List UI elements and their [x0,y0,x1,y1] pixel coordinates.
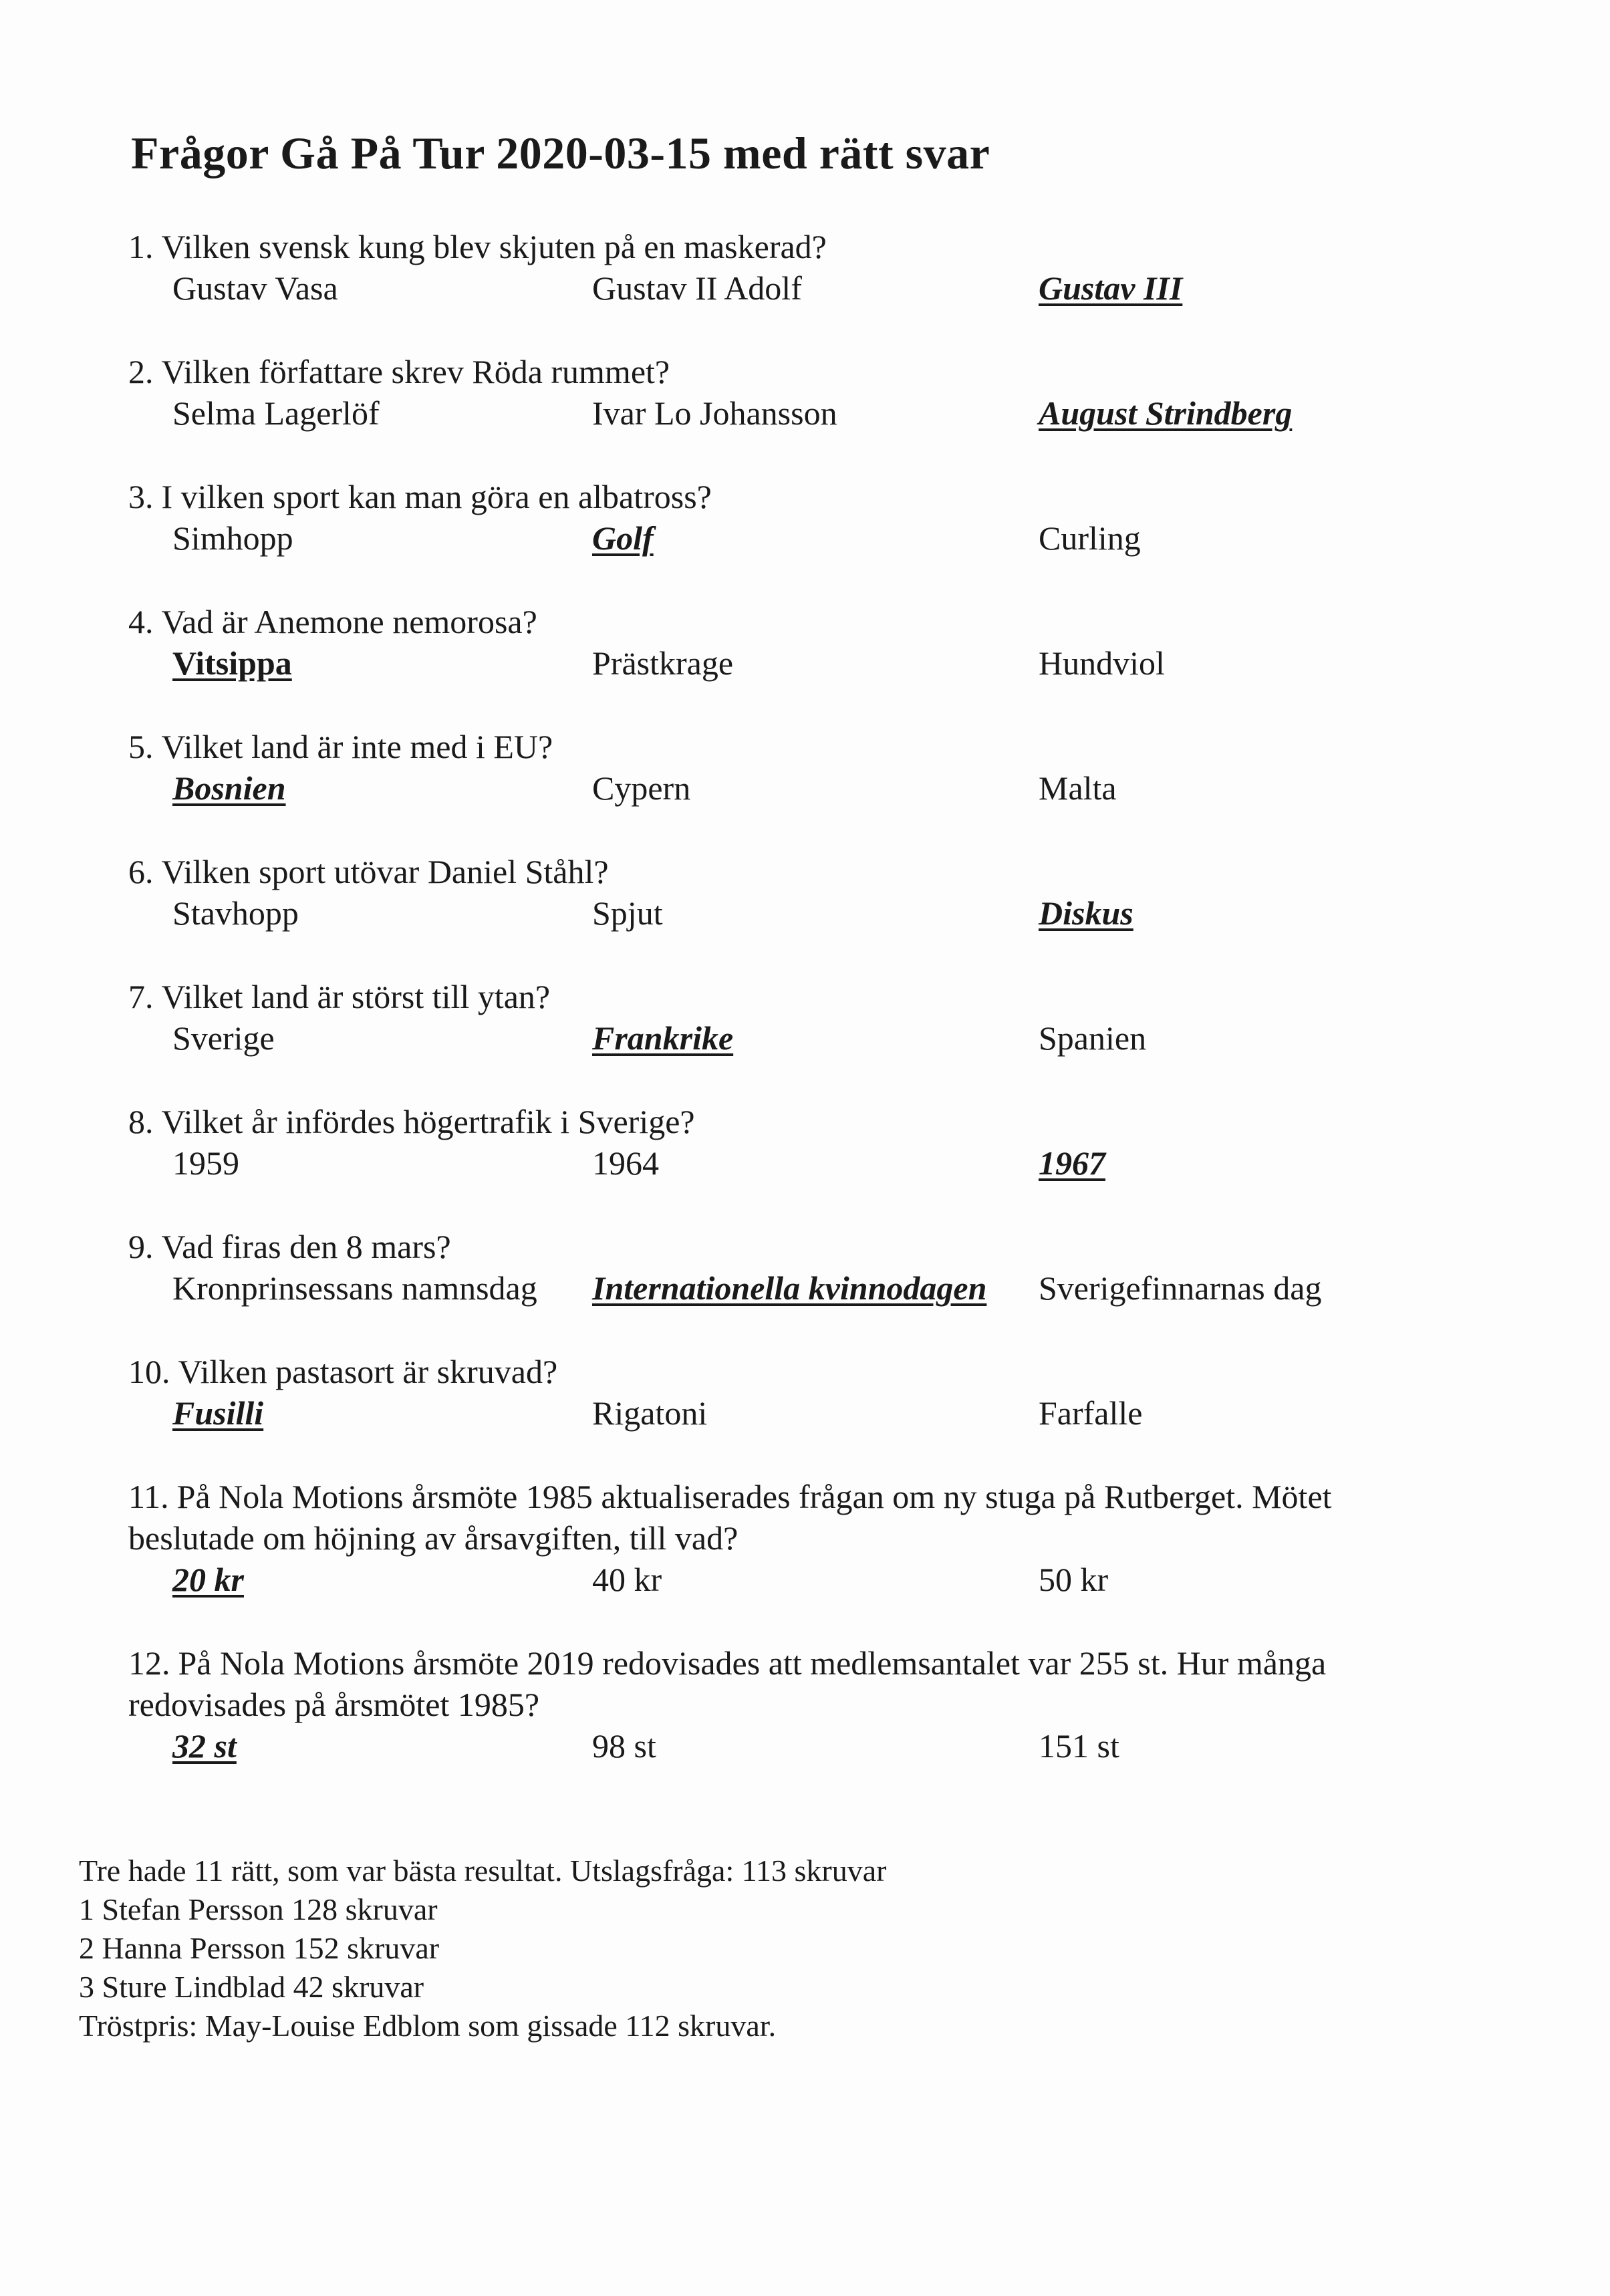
question-10 [128,1351,1452,1434]
answer-option: Sverige [172,1019,275,1057]
answer-options [128,892,1452,934]
answer-options [128,642,1452,684]
question-prompt: Vilket land är störst till ytan? [161,978,551,1015]
question-number: 6. [128,853,154,890]
question-text [128,351,1452,392]
question-text [128,851,1452,892]
question-number: 7. [128,978,154,1015]
correct-answer: Internationella kvinnodagen [592,1269,987,1307]
question-1 [128,226,1452,309]
question-text [128,601,1452,642]
answer-option: Sverigefinnarnas dag [1039,1269,1322,1307]
answer-options [128,1142,1452,1184]
question-text [128,1101,1452,1142]
answer-options [128,1017,1452,1059]
answer-option: 151 st [1039,1727,1119,1765]
question-prompt: Vilket land är inte med i EU? [161,728,553,765]
question-prompt: Vad är Anemone nemorosa? [161,603,537,640]
answer-options [128,1559,1452,1600]
answer-option: Rigatoni [592,1394,708,1432]
answer-option: Gustav II Adolf [592,269,802,307]
answer-option: Gustav Vasa [172,269,338,307]
question-prompt: Vilken pastasort är skruvad? [178,1353,558,1390]
answer-options [128,267,1452,309]
answer-option: Cypern [592,769,691,807]
answer-options [128,392,1452,434]
correct-answer: Vitsippa [172,644,292,682]
question-prompt: Vilket år infördes högertrafik i Sverige? [161,1103,695,1140]
answer-options [128,1725,1452,1767]
question-number: 8. [128,1103,154,1140]
correct-answer: Frankrike [592,1019,734,1057]
question-number: 12. [128,1644,170,1682]
answer-option: Ivar Lo Johansson [592,394,837,432]
question-prompt: Vilken sport utövar Daniel Ståhl? [161,853,609,890]
question-prompt: Vilken författare skrev Röda rummet? [161,353,670,390]
correct-answer: Gustav III [1039,269,1183,307]
question-number: 5. [128,728,154,765]
question-prompt: I vilken sport kan man göra en albatross? [161,478,712,515]
document-title: Frågor Gå På Tur 2020-03-15 med rätt svar [131,128,990,178]
question-number: 11. [128,1478,169,1515]
question-5 [128,726,1452,809]
answer-option: Hundviol [1039,644,1165,682]
question-11 [128,1476,1452,1600]
correct-answer: Fusilli [172,1394,264,1432]
question-text [128,1226,1452,1267]
answer-option: Prästkrage [592,644,734,682]
answer-option: 98 st [592,1727,656,1765]
question-8 [128,1101,1452,1184]
answer-option: Curling [1039,519,1141,557]
answer-option: Simhopp [172,519,293,557]
results-section [79,1852,886,2045]
question-7 [128,976,1452,1059]
question-number: 9. [128,1228,154,1265]
question-number: 1. [128,228,154,265]
question-text [128,226,1452,267]
correct-answer: Diskus [1039,894,1133,932]
answer-options [128,1267,1452,1309]
answer-option: 1959 [172,1144,239,1182]
answer-option: Malta [1039,769,1117,807]
question-2 [128,351,1452,434]
result-third-place: 3 Sture Lindblad 42 skruvar [79,1970,424,2004]
answer-option: Stavhopp [172,894,299,932]
answer-option: 50 kr [1039,1561,1109,1598]
question-text [128,476,1452,517]
question-12 [128,1642,1452,1767]
answer-options [128,767,1452,809]
question-text [128,1351,1452,1392]
answer-option: Kronprinsessans namnsdag [172,1269,537,1307]
question-6 [128,851,1452,934]
question-prompt: Vilken svensk kung blev skjuten på en maskerad? [161,228,827,265]
correct-answer: 20 kr [172,1561,244,1598]
answer-options [128,1392,1452,1434]
result-second-place: 2 Hanna Persson 152 skruvar [79,1931,440,1965]
question-number: 4. [128,603,154,640]
question-number: 2. [128,353,154,390]
answer-option: 1964 [592,1144,659,1182]
answer-option: 40 kr [592,1561,662,1598]
question-number: 3. [128,478,154,515]
correct-answer: Golf [592,519,654,557]
question-3 [128,476,1452,559]
answer-options [128,517,1452,559]
result-consolation-prize: Tröstpris: May-Louise Edblom som gissade 112 skruvar. [79,2009,777,2043]
question-text [128,1642,1452,1725]
correct-answer: August Strindberg [1039,394,1293,432]
question-9 [128,1226,1452,1309]
question-text [128,726,1452,767]
correct-answer: 1967 [1039,1144,1105,1182]
correct-answer: 32 st [172,1727,237,1765]
answer-option: Spjut [592,894,663,932]
answer-option: Spanien [1039,1019,1147,1057]
result-first-place: 1 Stefan Persson 128 skruvar [79,1892,438,1926]
question-prompt: På Nola Motions årsmöte 2019 redovisades att medlemsantalet var 255 st. Hur många redovisades på årsmötet 1985? [128,1644,1327,1723]
question-prompt: På Nola Motions årsmöte 1985 aktualiserades frågan om ny stuga på Rutberget. Mötet beslutade om höjning av årsavgiften, till vad? [128,1478,1332,1557]
question-4 [128,601,1452,684]
answer-option: Selma Lagerlöf [172,394,380,432]
question-text [128,976,1452,1017]
answer-option: Farfalle [1039,1394,1143,1432]
question-number: 10. [128,1353,170,1390]
results-summary: Tre hade 11 rätt, som var bästa resultat. Utslagsfråga: 113 skruvar [79,1854,887,1888]
question-text [128,1476,1452,1559]
correct-answer: Bosnien [172,769,286,807]
question-prompt: Vad firas den 8 mars? [161,1228,451,1265]
